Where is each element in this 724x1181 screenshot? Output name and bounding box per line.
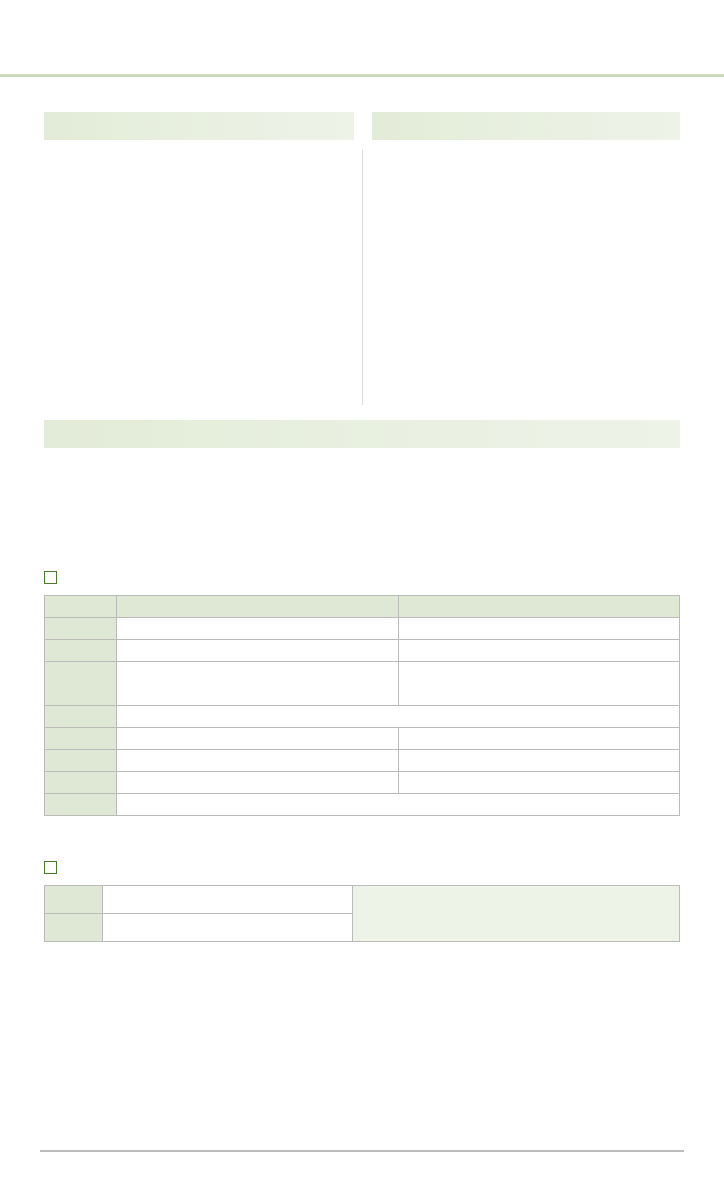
cell bbox=[117, 706, 680, 728]
cell bbox=[398, 640, 680, 662]
parking-heading bbox=[44, 858, 65, 878]
table-row bbox=[45, 886, 680, 914]
parking-notice bbox=[353, 886, 680, 942]
wed-header bbox=[44, 112, 354, 140]
table-row bbox=[45, 728, 680, 750]
row-label bbox=[45, 794, 117, 816]
cell bbox=[117, 794, 680, 816]
cell bbox=[117, 728, 399, 750]
cell bbox=[103, 886, 353, 914]
next-week-col-label bbox=[45, 596, 117, 618]
row-label bbox=[45, 886, 103, 914]
table-row bbox=[45, 772, 680, 794]
cell bbox=[398, 772, 680, 794]
next-week-header-row bbox=[45, 596, 680, 618]
cell bbox=[117, 750, 399, 772]
cell bbox=[117, 772, 399, 794]
row-label bbox=[45, 618, 117, 640]
next-week-date1 bbox=[117, 596, 399, 618]
row-label bbox=[45, 706, 117, 728]
column-divider bbox=[362, 150, 363, 405]
table-row bbox=[45, 640, 680, 662]
table-row bbox=[45, 662, 680, 706]
next-week-heading bbox=[44, 568, 65, 588]
cell bbox=[398, 618, 680, 640]
title-rule bbox=[0, 74, 724, 77]
table-row bbox=[45, 750, 680, 772]
cell bbox=[398, 728, 680, 750]
dawn-header bbox=[44, 420, 680, 448]
row-label bbox=[45, 772, 117, 794]
parking-table bbox=[44, 885, 680, 942]
table-row bbox=[45, 618, 680, 640]
fri-header bbox=[372, 112, 680, 140]
checkbox-square-icon bbox=[44, 571, 57, 584]
row-label bbox=[45, 662, 117, 706]
row-label bbox=[45, 914, 103, 942]
table-row bbox=[45, 706, 680, 728]
row-label bbox=[45, 640, 117, 662]
row-label bbox=[45, 728, 117, 750]
cell bbox=[117, 662, 399, 706]
cell bbox=[398, 750, 680, 772]
bottom-rule bbox=[40, 1150, 684, 1152]
wed-subtitle bbox=[44, 146, 60, 166]
cell bbox=[117, 640, 399, 662]
next-week-date2 bbox=[398, 596, 680, 618]
cell bbox=[103, 914, 353, 942]
cell bbox=[117, 618, 399, 640]
cell bbox=[398, 662, 680, 706]
row-label bbox=[45, 750, 117, 772]
table-row bbox=[45, 794, 680, 816]
next-week-table bbox=[44, 595, 680, 816]
checkbox-square-icon bbox=[44, 861, 57, 874]
